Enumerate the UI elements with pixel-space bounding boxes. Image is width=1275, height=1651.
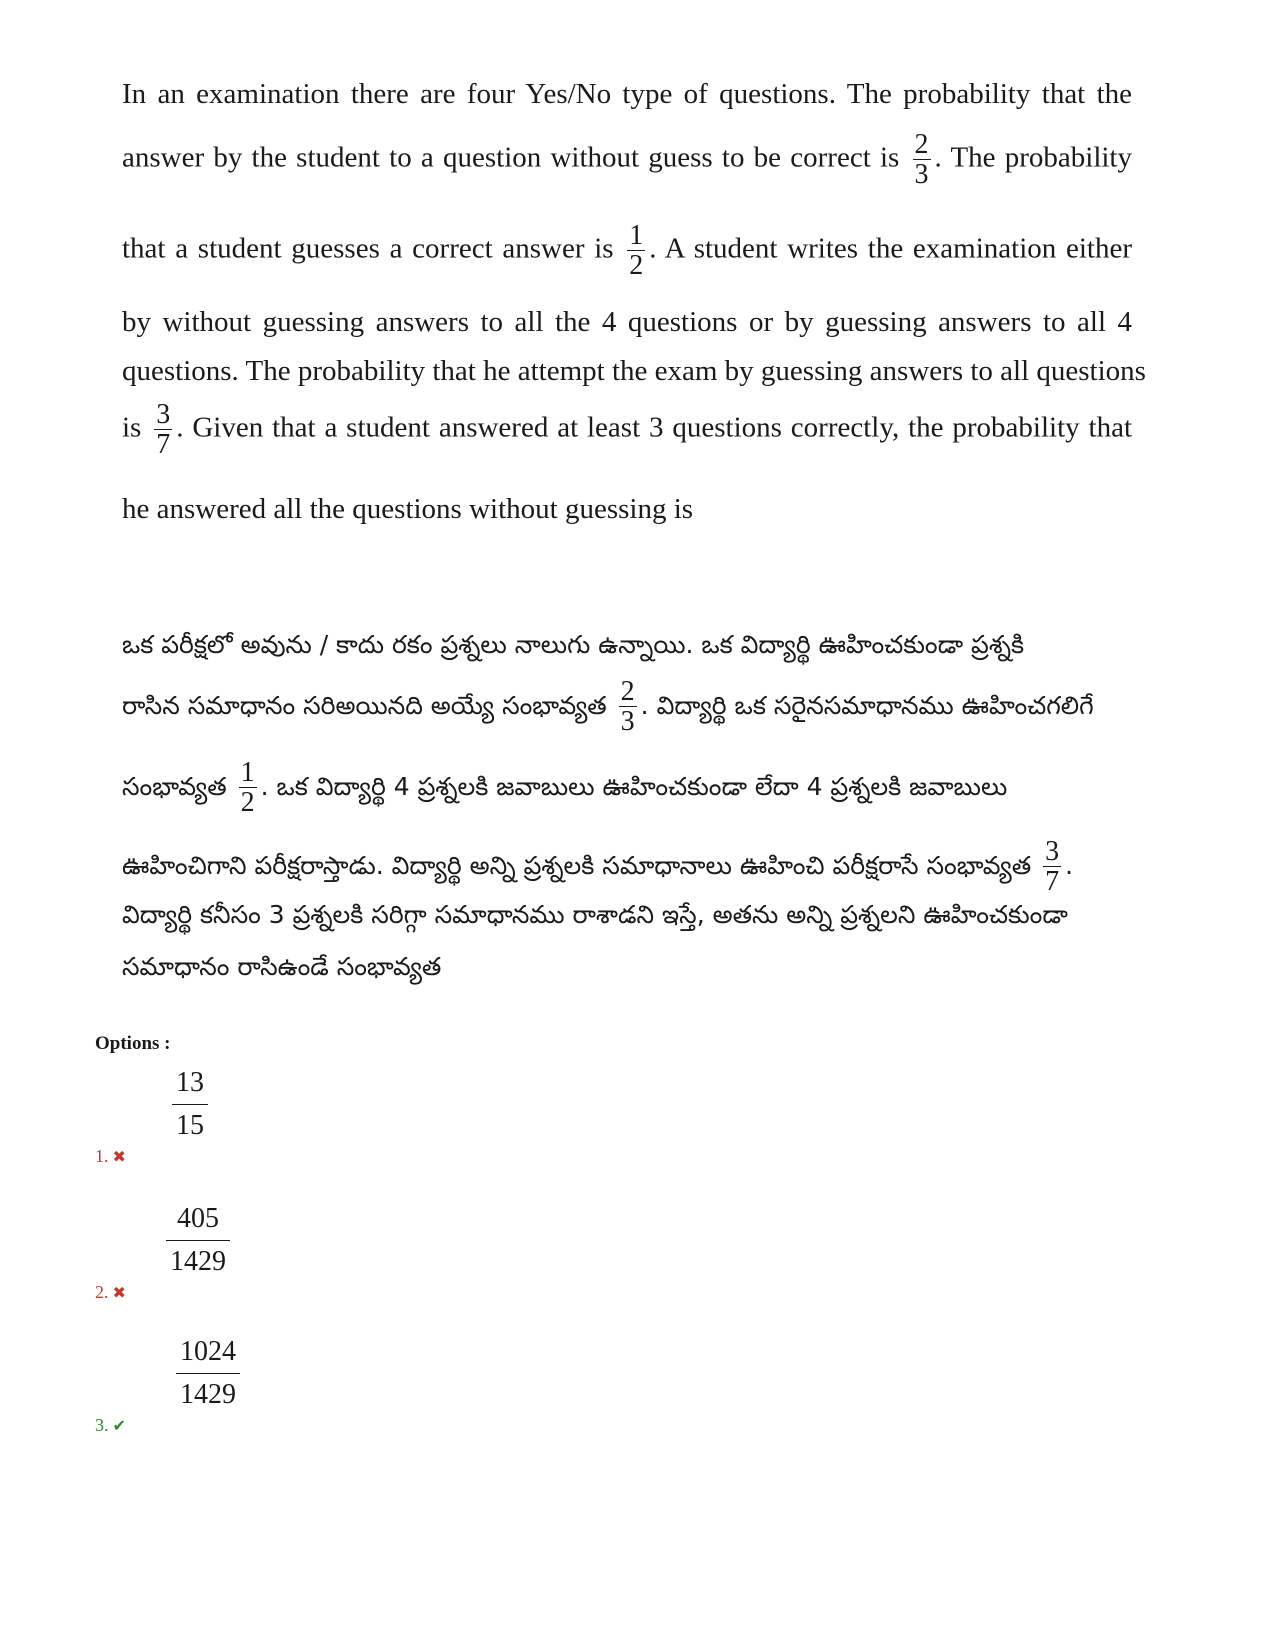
checkmark-icon: ✔	[112, 1416, 126, 1435]
te-fraction-two-thirds: $\frac{2}{3}$	[620, 676, 635, 738]
question-te-line-2: రాసిన సమాధానం సరిఅయినది అయ్యే సంభావ్యత $\frac{2}{3}$ . విద్యార్థి ఒక సరైనసమాధానము ఊహించగలిగే	[122, 676, 1094, 738]
question-en-line-3: that a student guesses a correct answer is $\frac{1}{2}$ . A student writes the examination either	[122, 220, 1132, 282]
question-en-line-2: answer by the student to a question without guess to be correct is $\frac{2}{3}$ . The probability	[122, 129, 1132, 191]
question-te-line-3: సంభావ్యత $\frac{1}{2}$ . ఒక విద్యార్థి 4 ప్రశ్నలకి జవాబులు ఊహించకుండా లేదా 4 ప్రశ్నలకి జవాబులు	[122, 757, 1008, 819]
option-2-label: 2. ✖	[95, 1282, 126, 1302]
question-te-line-4: ఊహించిగాని పరీక్షరాస్తాడు. విద్యార్థి అన్ని ప్రశ్నలకి సమాధానాలు ఊహించి పరీక్షరాసే సంభావ్యత $\frac{3}{7}$ .	[122, 836, 1074, 898]
question-en-line-5: questions. The probability that he attempt the exam by guessing answers to all questions	[122, 355, 1146, 387]
option-1-label: 1. ✖	[95, 1146, 126, 1166]
question-en-line-6: is $\frac{3}{7}$ . Given that a student answered at least 3 questions correctly, the probability that	[122, 399, 1132, 461]
cross-icon: ✖	[112, 1147, 126, 1166]
option-1-fraction[interactable]: $\frac{13}{15}$	[172, 1066, 208, 1142]
question-te-line-5: విద్యార్థి కనీసం 3 ప్రశ్నలకి సరిగ్గా సమాధానము రాశాడని ఇస్తే, అతను అన్ని ప్రశ్నలని ఊహించకుండా	[122, 900, 1068, 929]
fraction-two-thirds: $\frac{2}{3}$	[914, 129, 929, 191]
options-label: Options :	[95, 1033, 171, 1054]
te-fraction-three-sevenths: $\frac{3}{7}$	[1045, 836, 1060, 898]
question-en-line-7: he answered all the questions without guessing is	[122, 493, 694, 525]
question-te-line-6: సమాధానం రాసిఉండే సంభావ్యత	[122, 952, 442, 981]
question-en-line-1: In an examination there are four Yes/No type of questions. The probability that the	[122, 78, 1132, 110]
fraction-three-sevenths: $\frac{3}{7}$	[156, 399, 171, 461]
question-en-line-4: by without guessing answers to all the 4 questions or by guessing answers to all 4	[122, 306, 1132, 338]
question-te-line-1: ఒక పరీక్షలో అవును / కాదు రకం ప్రశ్నలు నాలుగు ఉన్నాయి. ఒక విద్యార్థి ఊహించకుండా ప్రశ్నకి	[122, 630, 1025, 659]
option-3-label: 3. ✔	[95, 1415, 126, 1435]
te-fraction-one-half: $\frac{1}{2}$	[240, 757, 255, 819]
cross-icon: ✖	[112, 1283, 126, 1302]
option-3-fraction[interactable]: $\frac{1024}{1429}$	[176, 1335, 240, 1411]
fraction-one-half: $\frac{1}{2}$	[629, 220, 644, 282]
option-2-fraction[interactable]: $\frac{405}{1429}$	[166, 1202, 230, 1278]
